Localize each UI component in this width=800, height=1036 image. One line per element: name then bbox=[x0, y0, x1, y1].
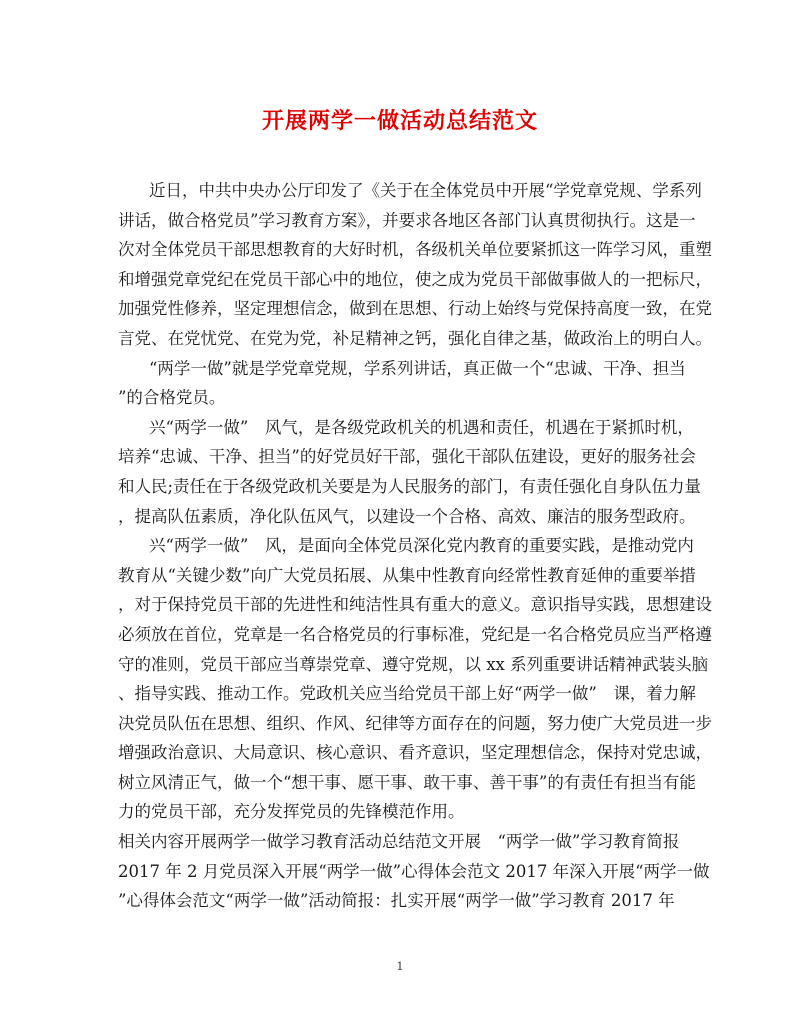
text-line: 相关内容开展两学一做学习教育活动总结范文开展 “两学一做”学习教育简报 bbox=[118, 832, 680, 852]
text-line: 力的党员干部，充分发挥党员的先锋模范作用。 bbox=[118, 802, 465, 822]
text-line: 加强党性修养，坚定理想信念，做到在思想、行动上始终与党保持高度一致，在党 bbox=[118, 299, 712, 319]
text-line: 和人民;责任在于各级党政机关要是为人民服务的部门，有责任强化自身队伍力量 bbox=[118, 476, 702, 496]
text-line: 讲话，做合格党员”学习教育方案》，并要求各地区各部门认真贯彻执行。这是一 bbox=[118, 210, 696, 230]
text-line: ”的合格党员。 bbox=[118, 388, 226, 408]
text-line: 和增强党章党纪在党员干部心中的地位，使之成为党员干部做事做人的一把标尺， bbox=[118, 269, 712, 289]
text-line: 树立风清正气，做一个“想干事、愿干事、敢干事、善干事”的有责任有担当有能 bbox=[118, 772, 696, 792]
page-number: 1 bbox=[396, 960, 404, 973]
text-line: 兴“两学一做” 风，是面向全体党员深化党内教育的重要实践，是推动党内 bbox=[149, 536, 694, 556]
text-line: 2017 年 2 月党员深入开展“两学一做”心得体会范文 2017 年深入开展“两学一做 bbox=[118, 861, 710, 881]
text-line: ，提高队伍素质，净化队伍风气，以建设一个合格、高效、廉洁的服务型政府。 bbox=[118, 506, 696, 526]
text-line: ，对于保持党员干部的先进性和纯洁性具有重大的意义。意识指导实践，思想建设 bbox=[118, 595, 712, 615]
document-body bbox=[118, 176, 712, 916]
text-line: 守的准则，党员干部应当尊崇党章、遵守党规，以 xx 系列重要讲话精神武装头脑 bbox=[118, 654, 709, 674]
text-line: 教育从“关键少数”向广大党员拓展、从集中性教育向经常性教育延伸的重要举措 bbox=[118, 565, 696, 585]
text-line: 近日，中共中央办公厅印发了《关于在全体党员中开展“学党章党规、学系列 bbox=[149, 181, 702, 200]
text-line: 次对全体党员干部思想教育的大好时机，各级机关单位要紧抓这一阵学习风，重塑 bbox=[118, 240, 712, 260]
text-line: 增强政治意识、大局意识、核心意识、看齐意识，坚定理想信念，保持对党忠诚， bbox=[118, 743, 712, 763]
text-line: 言党、在党忧党、在党为党，补足精神之钙，强化自律之基，做政治上的明白人。 bbox=[118, 328, 712, 348]
text-line: 必须放在首位，党章是一名合格党员的行事标准，党纪是一名合格党员应当严格遵 bbox=[118, 624, 712, 644]
document-title: 开展两学一做活动总结范文 bbox=[261, 108, 538, 134]
text-line: 、指导实践、推动工作。党政机关应当给党员干部上好“两学一做” 课，着力解 bbox=[118, 684, 696, 704]
text-line: “两学一做”就是学党章党规，学系列讲话，真正做一个“忠诚、干净、担当 bbox=[149, 358, 686, 378]
text-line: 培养“忠诚、干净、担当”的好党员好干部，强化干部队伍建设，更好的服务社会 bbox=[118, 447, 696, 467]
text-line: 决党员队伍在思想、组织、作风、纪律等方面存在的问题，努力使广大党员进一步 bbox=[118, 713, 712, 733]
text-line: ”心得体会范文“两学一做”活动简报：扎实开展“两学一做”学习教育 2017 年 bbox=[118, 891, 675, 911]
text-line: 兴“两学一做” 风气，是各级党政机关的机遇和责任，机遇在于紧抓时机， bbox=[149, 417, 694, 437]
